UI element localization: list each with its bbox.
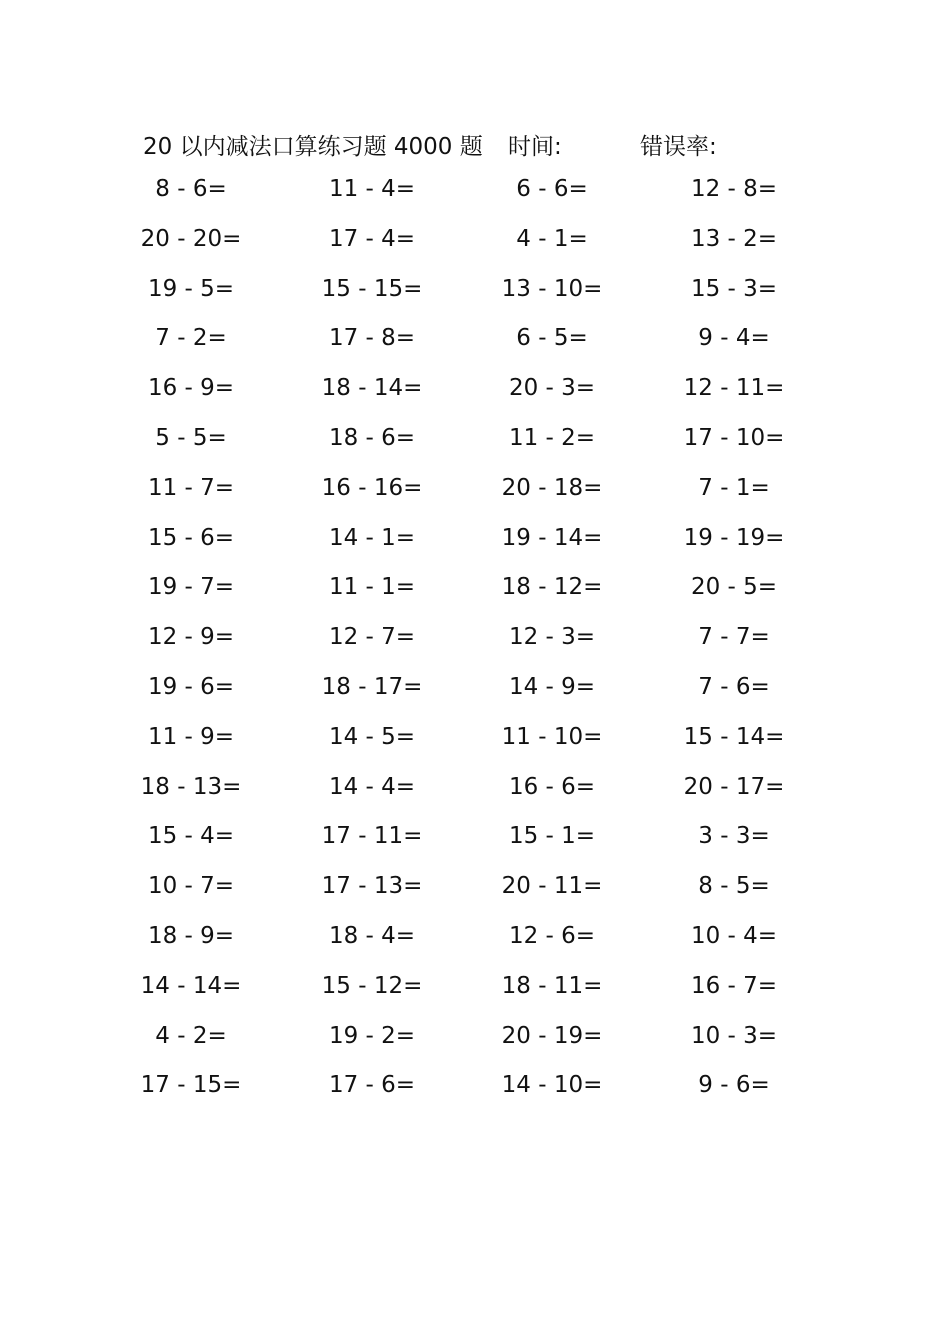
problem-item: 20 - 5= [690, 574, 778, 601]
problem-row [0, 867, 950, 917]
problem-item: 9 - 4= [698, 325, 770, 352]
problem-row [0, 817, 950, 867]
problem-item: 20 - 17= [683, 773, 785, 800]
problem-item: 18 - 9= [147, 922, 235, 949]
problem-item: 10 - 3= [690, 1022, 778, 1049]
problem-row [0, 568, 950, 618]
problem-item: 18 - 14= [321, 375, 423, 402]
problem-item: 20 - 20= [140, 225, 242, 252]
problem-item: 6 - 5= [516, 325, 588, 352]
problem-item: 17 - 10= [683, 424, 785, 451]
problem-row [0, 668, 950, 718]
problem-item: 14 - 4= [328, 773, 416, 800]
problem-item: 7 - 1= [698, 474, 770, 501]
problem-item: 6 - 6= [516, 176, 588, 202]
problem-item: 7 - 6= [698, 673, 770, 700]
worksheet-title: 20 以内减法口算练习题 4000 题 [143, 134, 483, 160]
problem-item: 20 - 19= [501, 1022, 603, 1049]
problem-item: 16 - 16= [321, 474, 423, 501]
problem-item: 14 - 5= [328, 723, 416, 750]
problem-item: 4 - 1= [516, 225, 588, 252]
error-rate-label: 错误率: [640, 134, 717, 160]
problem-item: 10 - 7= [147, 873, 235, 900]
problem-row [0, 469, 950, 519]
problem-item: 15 - 15= [321, 275, 423, 302]
problem-item: 12 - 6= [508, 922, 596, 949]
problem-item: 19 - 2= [328, 1022, 416, 1049]
problem-item: 16 - 9= [147, 375, 235, 402]
problem-item: 20 - 3= [508, 375, 596, 402]
problem-item: 7 - 2= [155, 325, 227, 352]
problem-item: 11 - 1= [328, 574, 416, 601]
problem-row [0, 618, 950, 668]
problem-row [0, 319, 950, 369]
problem-item: 12 - 3= [508, 624, 596, 651]
problem-item: 13 - 10= [501, 275, 603, 302]
problem-row [0, 768, 950, 818]
problem-item: 18 - 17= [321, 673, 423, 700]
problem-item: 11 - 4= [328, 176, 416, 202]
problem-item: 18 - 12= [501, 574, 603, 601]
problem-item: 19 - 5= [147, 275, 235, 302]
problem-item: 15 - 6= [147, 524, 235, 551]
problem-item: 11 - 2= [508, 424, 596, 451]
problem-item: 3 - 3= [698, 823, 770, 850]
problem-item: 9 - 6= [698, 1072, 770, 1099]
problem-item: 12 - 8= [690, 176, 778, 202]
problem-item: 18 - 13= [140, 773, 242, 800]
problem-item: 17 - 8= [328, 325, 416, 352]
problem-row [0, 170, 950, 220]
problem-item: 17 - 15= [140, 1072, 242, 1099]
problem-item: 19 - 19= [683, 524, 785, 551]
problem-item: 16 - 6= [508, 773, 596, 800]
problem-item: 14 - 9= [508, 673, 596, 700]
problem-item: 16 - 7= [690, 972, 778, 999]
problem-item: 19 - 14= [501, 524, 603, 551]
problem-row [0, 419, 950, 469]
problem-item: 11 - 9= [147, 723, 235, 750]
problem-item: 15 - 1= [508, 823, 596, 850]
problem-item: 14 - 10= [501, 1072, 603, 1099]
problem-row [0, 220, 950, 270]
problem-item: 14 - 1= [328, 524, 416, 551]
problem-item: 8 - 5= [698, 873, 770, 900]
problem-row [0, 1066, 950, 1116]
problem-item: 11 - 7= [147, 474, 235, 501]
problem-item: 17 - 13= [321, 873, 423, 900]
problem-item: 19 - 6= [147, 673, 235, 700]
problem-item: 20 - 11= [501, 873, 603, 900]
worksheet-header [0, 122, 950, 162]
problem-item: 18 - 6= [328, 424, 416, 451]
problem-grid [0, 170, 950, 1116]
problem-row [0, 519, 950, 569]
problem-item: 14 - 14= [140, 972, 242, 999]
time-label: 时间: [508, 134, 562, 160]
problem-item: 13 - 2= [690, 225, 778, 252]
problem-item: 17 - 6= [328, 1072, 416, 1099]
problem-item: 17 - 11= [321, 823, 423, 850]
problem-item: 15 - 3= [690, 275, 778, 302]
problem-row [0, 967, 950, 1017]
problem-item: 17 - 4= [328, 225, 416, 252]
problem-item: 12 - 9= [147, 624, 235, 651]
problem-item: 12 - 7= [328, 624, 416, 651]
problem-item: 20 - 18= [501, 474, 603, 501]
problem-item: 4 - 2= [155, 1022, 227, 1049]
problem-item: 19 - 7= [147, 574, 235, 601]
problem-item: 15 - 14= [683, 723, 785, 750]
problem-item: 18 - 11= [501, 972, 603, 999]
problem-item: 5 - 5= [155, 424, 227, 451]
problem-item: 10 - 4= [690, 922, 778, 949]
problem-row [0, 369, 950, 419]
problem-item: 18 - 4= [328, 922, 416, 949]
problem-item: 8 - 6= [155, 176, 227, 202]
problem-row [0, 1017, 950, 1067]
problem-row [0, 917, 950, 967]
problem-row [0, 718, 950, 768]
problem-item: 12 - 11= [683, 375, 785, 402]
problem-item: 15 - 12= [321, 972, 423, 999]
problem-item: 15 - 4= [147, 823, 235, 850]
problem-row [0, 270, 950, 320]
problem-item: 11 - 10= [501, 723, 603, 750]
problem-item: 7 - 7= [698, 624, 770, 651]
